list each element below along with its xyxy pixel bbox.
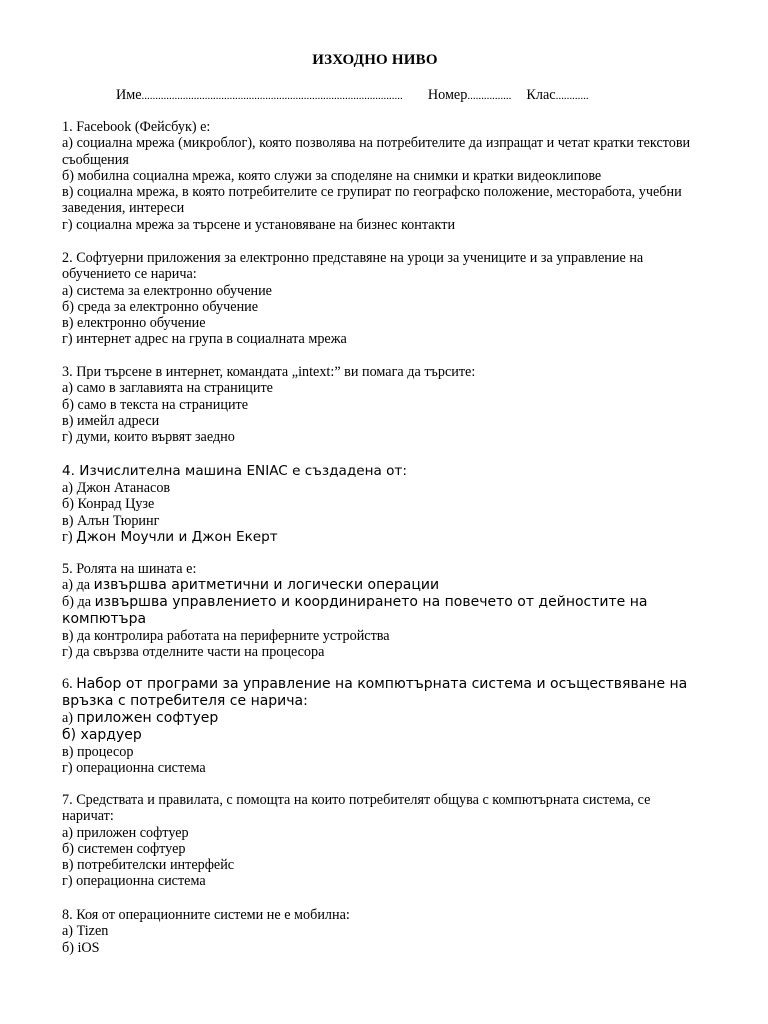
option-b: б) Конрад Цузе — [62, 496, 155, 513]
option-d: г) операционна система — [62, 760, 206, 777]
option-c: в) социална мрежа, в която потребителите се групират по географско положение, месторабота, учебни — [62, 184, 682, 201]
option-b: б) мобилна социална мрежа, която служи за споделяне на снимки и кратки видеоклипове — [62, 167, 602, 184]
option-prefix: а) да — [62, 577, 94, 594]
option-a — [62, 577, 702, 593]
option-b — [62, 594, 702, 611]
question-text: 1. Facebook (Фейсбук) е: — [62, 119, 211, 135]
name-field[interactable]: ............................................................................................... — [141, 90, 403, 102]
option-d: г) интернет адрес на група в социалната мрежа — [62, 331, 347, 348]
question-text-continued: наричат: — [62, 808, 114, 825]
option-a: а) система за електронно обучение — [62, 282, 272, 299]
class-field[interactable]: ............ — [555, 90, 589, 102]
option-c-continued: заведения, интереси — [62, 200, 185, 217]
question-text — [62, 676, 702, 693]
question-text-continued: обучението се нарича: — [62, 266, 197, 283]
option-a: а) приложен софтуер — [62, 824, 189, 841]
option-d: г) да свързва отделните части на процесора — [62, 643, 325, 660]
option-a-continued: съобщения — [62, 151, 129, 168]
question-2 — [62, 250, 702, 348]
class-label: Клас — [526, 87, 556, 103]
option-text: извършва аритметични и логически операции — [93, 577, 440, 594]
option-d: г) социална мрежа за търсене и установяване на бизнес контакти — [62, 216, 456, 233]
question-7 — [62, 792, 702, 890]
option-prefix: а) — [62, 710, 77, 726]
option-d: г) операционна система — [62, 873, 206, 890]
option-d — [62, 529, 702, 545]
question-text: 8. Коя от операционните системи не е мобилна: — [62, 907, 350, 923]
option-a: а) Tizen — [62, 923, 109, 940]
question-8 — [62, 907, 702, 956]
option-text: извършва управлението и координирането на повечето от дейностите на — [94, 593, 648, 610]
question-text: 3. При търсене в интернет, командата „intext:” ви помага да търсите: — [62, 364, 476, 380]
question-body: Набор от програми за управление на компютърната система и осъществяване на — [76, 676, 688, 692]
student-info-fields — [116, 87, 716, 104]
question-5 — [62, 561, 702, 660]
option-prefix: г) — [62, 528, 77, 545]
option-b: б) iOS — [62, 939, 100, 956]
question-1 — [62, 119, 702, 233]
option-c: в) имейл адреси — [62, 412, 160, 429]
option-b: б) среда за електронно обучение — [62, 298, 259, 315]
question-3 — [62, 364, 702, 445]
option-b: б) само в текста на страниците — [62, 396, 249, 413]
question-text-continued: връзка с потребителя се нарича: — [62, 693, 308, 709]
option-a: а) Джон Атанасов — [62, 480, 171, 496]
question-6 — [62, 676, 702, 777]
question-text: 4. Изчислителна машина ENIAC е създадена от: — [62, 463, 407, 479]
option-c: в) електронно обучение — [62, 315, 206, 332]
option-b: б) хардуер — [62, 727, 142, 743]
page-title: ИЗХОДНО НИВО — [312, 52, 438, 68]
number-field[interactable]: ................ — [467, 90, 512, 102]
option-prefix: б) да — [62, 593, 95, 610]
option-c: в) процесор — [62, 744, 134, 760]
question-4 — [62, 462, 702, 545]
option-b-continued: компютъра — [62, 610, 147, 627]
option-c: в) потребителски интерфейс — [62, 857, 235, 874]
name-label: Име — [116, 87, 142, 103]
option-a — [62, 710, 702, 727]
option-c: в) да контролира работата на периферните устройства — [62, 627, 390, 644]
number-label: Номер — [427, 87, 468, 103]
option-b: б) системен софтуер — [62, 840, 186, 857]
option-c: в) Алън Тюринг — [62, 512, 160, 529]
question-text: 2. Софтуерни приложения за електронно представяне на уроци за учениците и за управление на — [62, 250, 644, 266]
question-text: 7. Средствата и правилата, с помощта на които потребителят общува с компютърната система, се — [62, 792, 651, 808]
option-text: приложен софтуер — [76, 710, 219, 726]
option-a: а) социална мрежа (микроблог), която позволява на потребителите да изпращат и четат кратки текстови — [62, 135, 691, 152]
option-d: г) думи, които вървят заедно — [62, 429, 235, 446]
option-a: а) само в заглавията на страниците — [62, 380, 273, 397]
option-text: Джон Моучли и Джон Екерт — [76, 528, 278, 545]
question-text: 5. Ролята на шината е: — [62, 561, 197, 577]
question-number: 6. — [62, 676, 77, 692]
